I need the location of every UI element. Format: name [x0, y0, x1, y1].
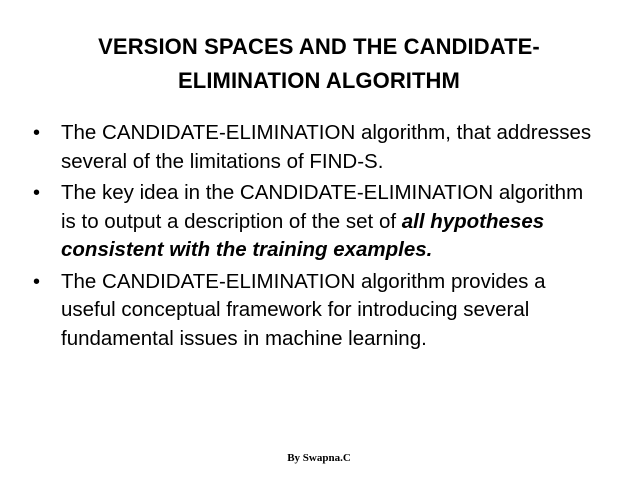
slide-title-line-1: VERSION SPACES AND THE CANDIDATE-: [98, 34, 540, 59]
author-footer: By Swapna.C: [287, 452, 351, 464]
slide-title-line-2: ELIMINATION ALGORITHM: [178, 68, 460, 93]
bullet-icon: •: [33, 182, 41, 204]
bullet-icon: •: [33, 122, 41, 144]
bullet-item-2: [33, 179, 603, 265]
bullet-text-3: The CANDIDATE-ELIMINATION algorithm provides a useful conceptual framework for introducing several fundamental issues in machine learning.: [61, 269, 546, 350]
bullet-item-3: [33, 268, 603, 354]
bullet-text-2: The key idea in the CANDIDATE-ELIMINATION algorithm is to output a description of the set of: [61, 181, 584, 233]
bullet-item-1: [33, 119, 603, 176]
bullet-icon: •: [33, 270, 41, 293]
bullet-list: [33, 119, 603, 356]
bullet-text-2-emphasis: all hypotheses consistent with the training examples.: [61, 209, 545, 261]
bullet-text-1: The CANDIDATE-ELIMINATION algorithm, that addresses several of the limitations of FIND-S.: [61, 121, 592, 173]
slide-title: [40, 30, 598, 98]
